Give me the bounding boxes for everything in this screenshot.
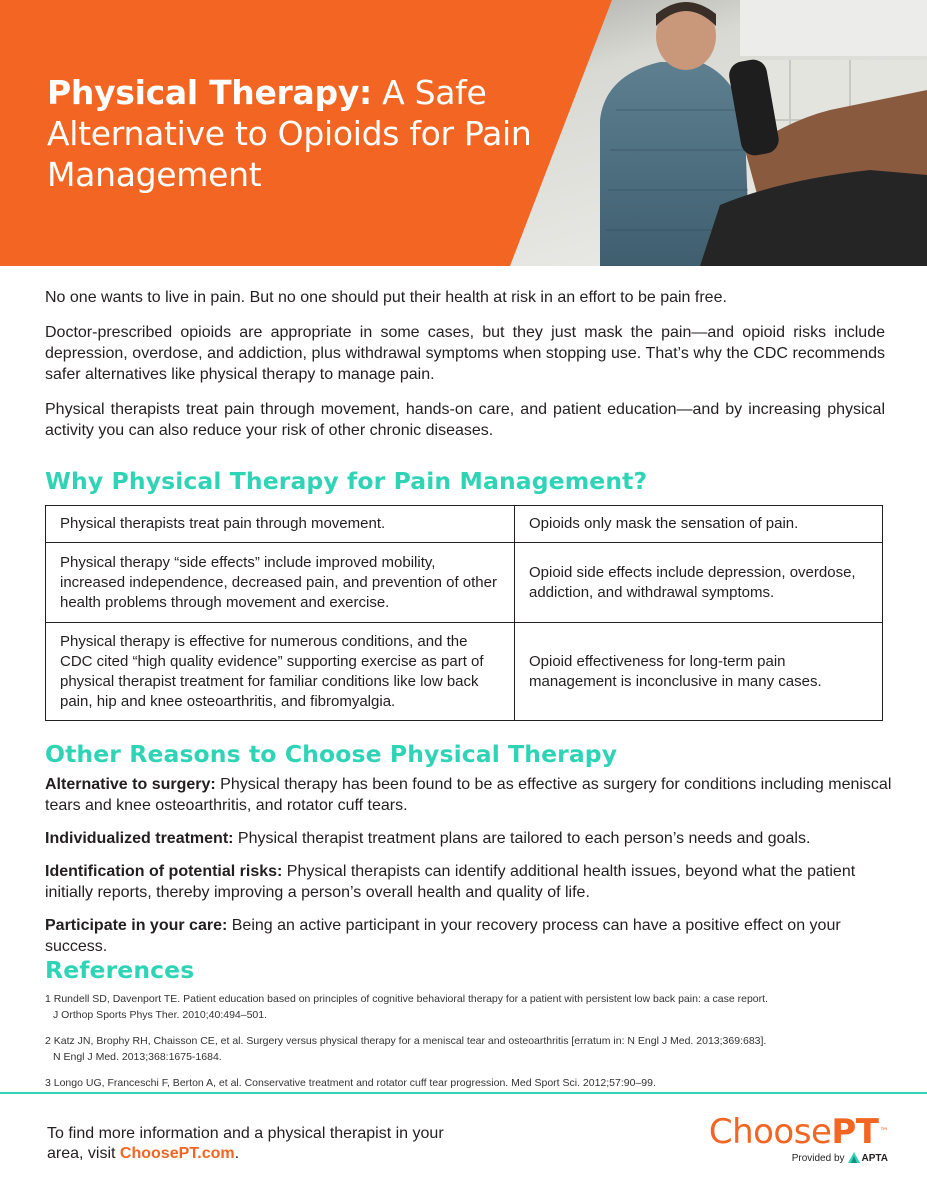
reason-label: Alternative to surgery:	[45, 776, 216, 793]
table-row	[46, 623, 883, 721]
table-row	[46, 543, 883, 623]
reference-item	[45, 1033, 805, 1065]
footer-divider	[0, 1092, 927, 1094]
logo-tm: ™	[879, 1127, 888, 1137]
reason-label: Individualized treatment:	[45, 830, 234, 847]
logo-pt: PT	[831, 1112, 879, 1152]
intro-paragraph: Doctor-prescribed opioids are appropriate in some cases, but they just mask the pain—and opioid risks include depression, overdose, and addiction, plus withdrawal symptoms when stopping use. That’s why the CDC recommends safer alternatives like physical therapy to manage pain.	[45, 324, 885, 383]
logo-choose: Choose	[708, 1112, 832, 1152]
title-bold: Physical Therapy:	[47, 73, 372, 112]
references-list	[45, 991, 805, 1101]
apta-logo-icon	[848, 1152, 860, 1163]
intro-section	[45, 287, 885, 455]
reasons-list	[45, 774, 895, 969]
pt-cell: Physical therapists treat pain through movement.	[46, 506, 515, 543]
intro-paragraph: Physical therapists treat pain through movement, hands-on care, and patient education—and by increasing physical activity you can also reduce your risk of other chronic diseases.	[45, 401, 885, 439]
reference-line: N Engl J Med. 2013;368:1675-1684.	[53, 1051, 222, 1063]
reference-line: J Orthop Sports Phys Ther. 2010;40:494–501.	[53, 1009, 268, 1021]
why-heading: Why Physical Therapy for Pain Management?	[45, 467, 648, 495]
reason-text: Physical therapist treatment plans are tailored to each person’s needs and goals.	[233, 830, 811, 847]
reason-item	[45, 915, 895, 957]
title-rest: A Safe Alternative to Opioids for Pain Management	[47, 73, 532, 194]
opioid-cell: Opioid effectiveness for long-term pain management is inconclusive in many cases.	[515, 623, 883, 721]
intro-paragraph: No one wants to live in pain. But no one should put their health at risk in an effort to be pain free.	[45, 289, 727, 306]
page-title	[47, 72, 567, 195]
reference-item	[45, 991, 805, 1023]
table-row	[46, 506, 883, 543]
other-reasons-heading: Other Reasons to Choose Physical Therapy	[45, 740, 618, 768]
footer-period: .	[234, 1145, 240, 1162]
reason-item	[45, 774, 895, 816]
references-heading: References	[45, 956, 195, 984]
pt-cell: Physical therapy “side effects” include improved mobility, increased independence, decreased pain, and prevention of other health problems through movement and exercise.	[46, 543, 515, 623]
opioid-cell: Opioids only mask the sensation of pain.	[515, 506, 883, 543]
provided-by	[792, 1152, 888, 1166]
footer-message	[47, 1124, 447, 1164]
choosept-logo	[688, 1112, 888, 1172]
choosept-link[interactable]: ChoosePT.com	[119, 1145, 235, 1162]
reference-line: 2 Katz JN, Brophy RH, Chaisson CE, et al. Surgery versus physical therapy for a meniscal tear and osteoarthritis [erratum in: N Engl J Med. 2013;369:683].	[45, 1035, 767, 1047]
provided-by-text: Provided by	[791, 1153, 845, 1164]
reason-text: Being an active participant in your recovery process can have a positive effect on your success.	[45, 917, 841, 955]
reason-text: Physical therapy has been found to be as effective as surgery for conditions including meniscal tears and knee osteoarthritis, and rotator cuff tears.	[45, 776, 892, 814]
comparison-table	[45, 505, 883, 721]
reason-item	[45, 828, 895, 849]
reference-line: 1 Rundell SD, Davenport TE. Patient education based on principles of cognitive behavioral therapy for a patient with persistent low back pain: a case report.	[45, 993, 768, 1005]
reason-label: Identification of potential risks:	[45, 863, 283, 880]
reason-label: Participate in your care:	[45, 917, 228, 934]
pt-cell: Physical therapy is effective for numerous conditions, and the CDC cited “high quality evidence” supporting exercise as part of physical therapist treatment for familiar conditions like low back pain, hip and knee osteoarthritis, and fibromyalgia.	[46, 623, 515, 721]
reason-text: Physical therapists can identify additional health issues, beyond what the patient initially reports, thereby improving a person’s overall health and quality of life.	[45, 863, 856, 901]
reference-item	[45, 1075, 805, 1091]
apta-text: APTA	[861, 1153, 888, 1164]
footer-text: To find more information and a physical therapist in your area, visit	[47, 1125, 444, 1162]
opioid-cell: Opioid side effects include depression, overdose, addiction, and withdrawal symptoms.	[515, 543, 883, 623]
logo-wordmark	[709, 1112, 888, 1152]
reason-item	[45, 861, 895, 903]
header-banner	[0, 0, 927, 266]
reference-line: 3 Longo UG, Franceschi F, Berton A, et al. Conservative treatment and rotator cuff tear progression. Med Sport Sci. 2012;57:90–99.	[45, 1077, 656, 1089]
